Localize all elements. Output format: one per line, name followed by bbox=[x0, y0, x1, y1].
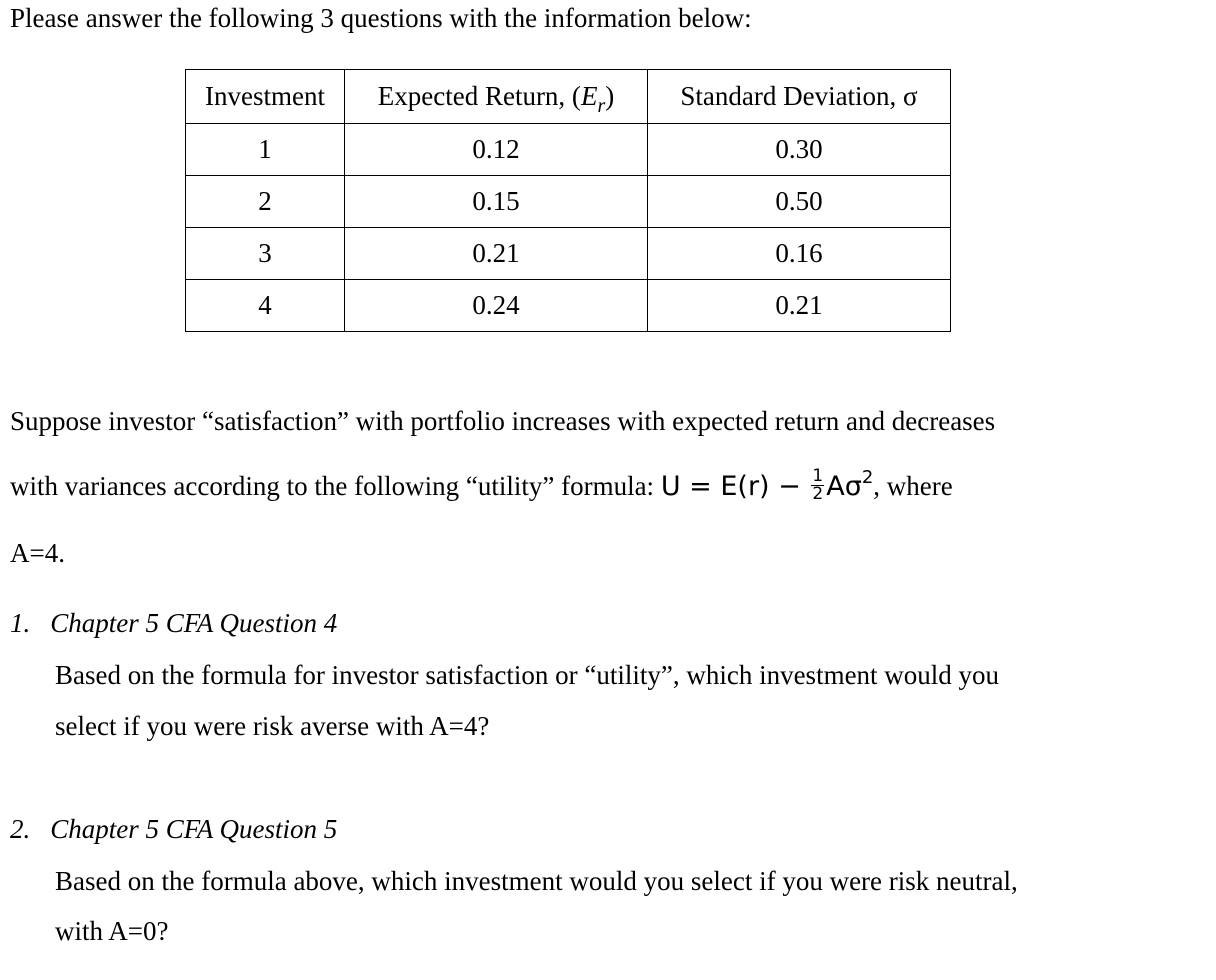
question-1-body-line-2: select if you were risk averse with A=4? bbox=[55, 711, 490, 741]
formula-right: Aσ bbox=[826, 471, 862, 502]
paragraph-line-2-after: , where bbox=[873, 471, 953, 501]
question-1-body-line-1: Based on the formula for investor satisfaction or “utility”, which investment would you bbox=[55, 660, 1000, 690]
header-expected-return-prefix: Expected Return, ( bbox=[377, 81, 581, 111]
question-1-heading bbox=[10, 608, 337, 639]
question-1-title: Chapter 5 CFA Question 4 bbox=[50, 608, 338, 638]
formula-fraction bbox=[811, 468, 824, 503]
intro-text: Please answer the following 3 questions with the information below: bbox=[10, 3, 752, 33]
formula-exponent: 2 bbox=[861, 467, 874, 488]
header-expected-return-var: E bbox=[580, 81, 598, 111]
table-row bbox=[186, 228, 951, 280]
cell-std-dev: 0.30 bbox=[648, 124, 951, 176]
question-2-body-line-2: with A=0? bbox=[55, 916, 169, 946]
utility-formula bbox=[660, 466, 874, 505]
investment-table bbox=[185, 69, 951, 332]
fraction-denominator: 2 bbox=[812, 484, 824, 504]
cell-std-dev: 0.50 bbox=[648, 176, 951, 228]
table-header-row bbox=[186, 70, 951, 124]
question-2-heading bbox=[10, 814, 337, 845]
cell-std-dev: 0.16 bbox=[648, 228, 951, 280]
header-investment: Investment bbox=[186, 70, 345, 124]
question-1-number: 1. bbox=[10, 608, 31, 638]
header-expected-return bbox=[345, 70, 648, 124]
table-row bbox=[186, 176, 951, 228]
header-std-dev: Standard Deviation, σ bbox=[648, 70, 951, 124]
header-expected-return-suffix: ) bbox=[605, 81, 615, 111]
cell-expected-return: 0.24 bbox=[345, 280, 648, 332]
question-2-title: Chapter 5 CFA Question 5 bbox=[50, 814, 338, 844]
cell-investment: 3 bbox=[186, 228, 345, 280]
cell-expected-return: 0.15 bbox=[345, 176, 648, 228]
paragraph-line-2 bbox=[10, 466, 953, 505]
header-expected-return-sub: r bbox=[597, 95, 606, 117]
fraction-numerator: 1 bbox=[812, 466, 824, 486]
paragraph-line-1: Suppose investor “satisfaction” with portfolio increases with expected return and decreases bbox=[10, 406, 996, 436]
question-2-body-line-1: Based on the formula above, which investment would you select if you were risk neutral, bbox=[55, 866, 1018, 896]
paragraph-line-3: A=4. bbox=[10, 538, 65, 568]
cell-investment: 4 bbox=[186, 280, 345, 332]
investment-table-container bbox=[185, 69, 951, 332]
cell-investment: 1 bbox=[186, 124, 345, 176]
cell-investment: 2 bbox=[186, 176, 345, 228]
cell-expected-return: 0.21 bbox=[345, 228, 648, 280]
cell-std-dev: 0.21 bbox=[648, 280, 951, 332]
table-row bbox=[186, 124, 951, 176]
question-2-number: 2. bbox=[10, 814, 31, 844]
cell-expected-return: 0.12 bbox=[345, 124, 648, 176]
paragraph-line-2-text: with variances according to the following “utility” formula: bbox=[10, 471, 661, 501]
table-row bbox=[186, 280, 951, 332]
formula-left: U = E(r) − bbox=[660, 471, 810, 502]
